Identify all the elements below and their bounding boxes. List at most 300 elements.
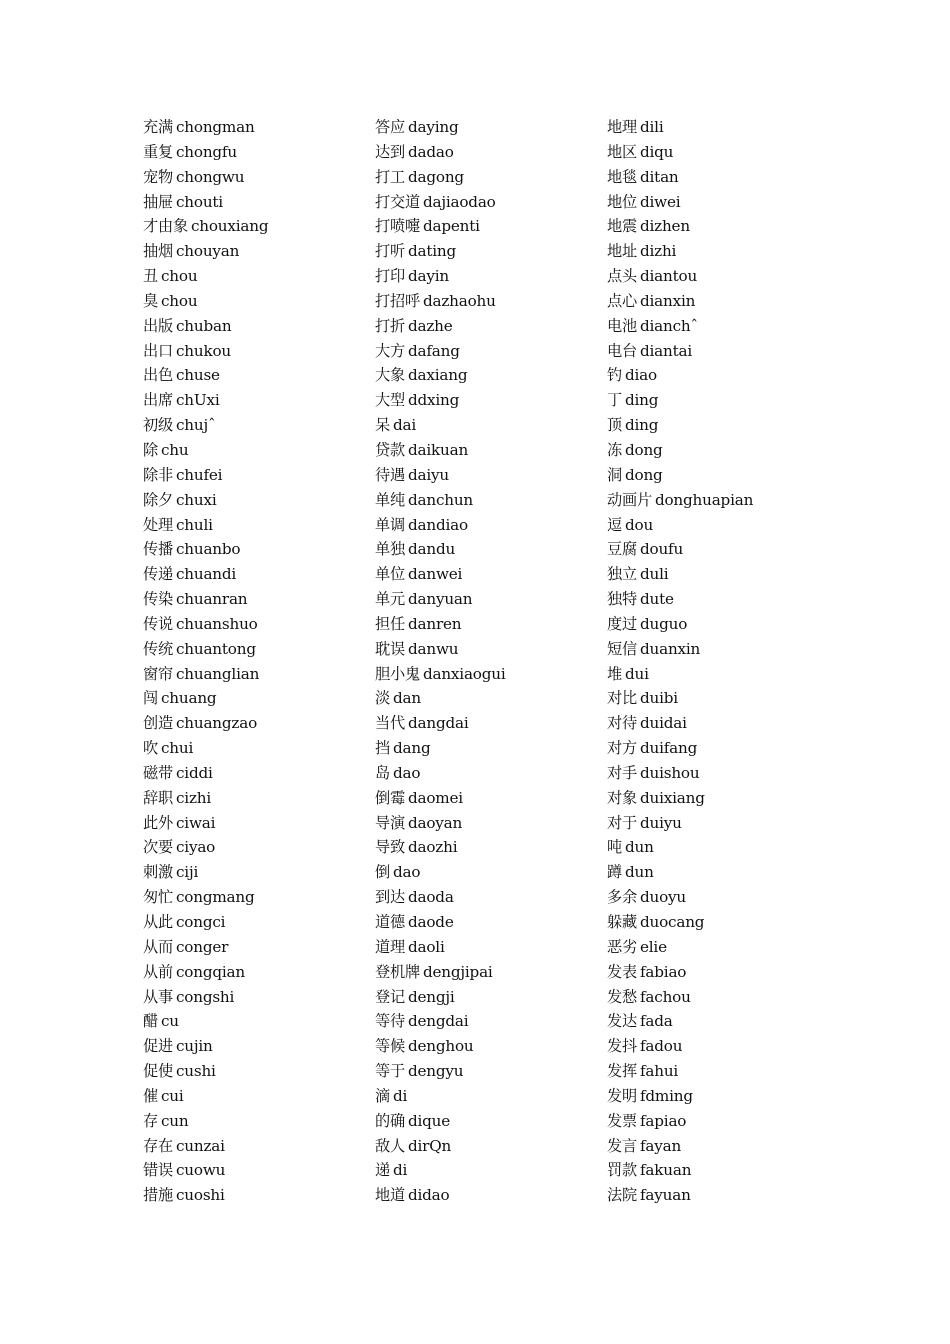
vocab-pinyin: cuowu <box>175 1161 226 1180</box>
vocab-hanzi: 动画片 <box>607 490 652 509</box>
vocab-hanzi: 存 <box>143 1111 158 1130</box>
vocab-entry <box>607 513 867 538</box>
vocab-hanzi: 出席 <box>143 391 173 410</box>
vocab-entry <box>143 1109 368 1134</box>
vocab-hanzi: 传递 <box>143 565 173 584</box>
vocab-entry <box>607 314 867 339</box>
vocab-entry <box>607 736 867 761</box>
vocabulary-column-2 <box>375 115 600 1208</box>
vocab-pinyin: daode <box>407 913 454 931</box>
vocab-entry <box>375 1109 600 1134</box>
vocab-entry <box>607 363 867 388</box>
vocab-entry <box>143 662 368 687</box>
vocab-hanzi: 除非 <box>143 465 173 484</box>
vocab-hanzi: 堆 <box>607 664 622 683</box>
vocab-entry <box>607 885 867 910</box>
vocab-hanzi: 单纯 <box>375 490 405 509</box>
vocab-hanzi: 吨 <box>607 838 622 857</box>
vocab-pinyin: duguo <box>639 614 688 633</box>
vocab-pinyin: dandu <box>407 540 456 559</box>
vocab-pinyin: chuandi <box>175 565 237 584</box>
vocab-hanzi: 等待 <box>375 1012 405 1031</box>
vocab-entry <box>143 339 368 364</box>
vocab-pinyin: cu <box>161 1012 179 1031</box>
vocab-pinyin: fakuan <box>639 1161 692 1180</box>
vocab-pinyin: cujin <box>175 1037 213 1056</box>
vocab-entry <box>143 388 368 413</box>
vocab-hanzi: 单调 <box>375 515 405 534</box>
vocabulary-column-1 <box>143 115 368 1208</box>
vocab-hanzi: 重复 <box>143 142 173 161</box>
vocab-entry <box>375 885 600 910</box>
vocab-hanzi: 胆小鬼 <box>375 664 420 683</box>
vocab-hanzi: 担任 <box>375 614 405 633</box>
vocab-entry <box>143 885 368 910</box>
vocab-hanzi: 打招呼 <box>375 291 420 310</box>
vocab-pinyin: dengyu <box>407 1062 464 1081</box>
vocab-entry <box>607 488 867 513</box>
vocab-pinyin: duiyu <box>639 813 682 832</box>
vocab-pinyin: congci <box>175 913 226 931</box>
vocab-pinyin: dao <box>393 863 421 882</box>
vocab-hanzi: 点心 <box>607 291 637 310</box>
vocab-pinyin: duishou <box>639 763 700 782</box>
vocab-pinyin: fachou <box>639 987 691 1006</box>
vocab-pinyin: dapenti <box>422 217 480 236</box>
vocab-pinyin: chuanran <box>175 590 248 609</box>
vocab-pinyin: didao <box>407 1186 450 1205</box>
vocab-pinyin: duoyu <box>639 888 686 907</box>
vocab-hanzi: 短信 <box>607 639 637 658</box>
vocab-entry <box>607 1158 867 1183</box>
vocab-pinyin: chouyan <box>175 242 240 261</box>
vocab-entry <box>607 960 867 985</box>
vocab-entry <box>143 537 368 562</box>
vocab-entry <box>607 612 867 637</box>
vocab-entry <box>375 1183 600 1208</box>
vocab-hanzi: 出色 <box>143 366 173 385</box>
vocab-pinyin: chongman <box>175 118 255 136</box>
vocab-entry <box>375 1034 600 1059</box>
vocab-entry <box>607 388 867 413</box>
vocab-hanzi: 大象 <box>375 366 405 385</box>
vocab-hanzi: 对待 <box>607 714 637 733</box>
vocab-pinyin: dao <box>393 763 421 782</box>
vocab-hanzi: 点头 <box>607 267 637 286</box>
vocab-hanzi: 初级 <box>143 416 173 435</box>
vocab-pinyin: dangdai <box>407 714 469 733</box>
vocab-hanzi: 从事 <box>143 987 173 1006</box>
vocab-entry <box>607 1109 867 1134</box>
vocab-hanzi: 递 <box>375 1161 390 1180</box>
vocab-pinyin: fahui <box>639 1062 679 1081</box>
vocab-entry <box>143 612 368 637</box>
vocab-entry <box>607 935 867 960</box>
vocab-hanzi: 倒霉 <box>375 788 405 807</box>
vocab-pinyin: daozhi <box>407 838 458 857</box>
vocab-hanzi: 独立 <box>607 565 637 584</box>
vocab-pinyin: chuanbo <box>175 540 241 559</box>
vocab-pinyin: diwei <box>639 192 681 211</box>
vocab-pinyin: chukou <box>175 341 231 360</box>
vocab-entry <box>375 736 600 761</box>
vocab-pinyin: cun <box>161 1111 189 1130</box>
vocab-hanzi: 地位 <box>607 192 637 211</box>
vocab-entry <box>143 587 368 612</box>
vocab-entry <box>143 736 368 761</box>
vocab-hanzi: 电台 <box>607 341 637 360</box>
vocab-pinyin: chuang <box>161 689 217 708</box>
vocab-entry <box>607 1134 867 1159</box>
vocab-pinyin: chou <box>161 291 198 310</box>
vocab-entry <box>375 413 600 438</box>
vocab-entry <box>375 835 600 860</box>
vocab-pinyin: daxiang <box>407 366 468 385</box>
vocab-entry <box>375 637 600 662</box>
vocab-entry <box>375 115 600 140</box>
vocab-hanzi: 答应 <box>375 118 405 136</box>
vocab-entry <box>143 761 368 786</box>
vocab-hanzi: 多余 <box>607 888 637 907</box>
vocab-hanzi: 磁带 <box>143 763 173 782</box>
vocab-entry <box>375 537 600 562</box>
vocab-pinyin: dute <box>639 590 674 609</box>
vocab-entry <box>607 860 867 885</box>
vocab-pinyin: chuantong <box>175 639 256 658</box>
vocab-entry <box>375 513 600 538</box>
vocab-pinyin: ciji <box>175 863 199 882</box>
vocab-pinyin: ding <box>625 391 659 410</box>
vocab-pinyin: chuli <box>175 515 213 534</box>
vocab-pinyin: dong <box>625 465 663 484</box>
vocab-pinyin: dang <box>393 739 431 758</box>
vocab-entry <box>143 1158 368 1183</box>
vocab-hanzi: 地毯 <box>607 167 637 186</box>
vocab-entry <box>375 910 600 935</box>
vocab-hanzi: 此外 <box>143 813 173 832</box>
vocab-entry <box>607 811 867 836</box>
vocab-pinyin: duidai <box>639 714 687 733</box>
vocab-hanzi: 钓 <box>607 366 622 385</box>
vocab-pinyin: daying <box>407 118 459 136</box>
vocab-hanzi: 传说 <box>143 614 173 633</box>
vocab-hanzi: 错误 <box>143 1161 173 1180</box>
vocab-entry <box>607 140 867 165</box>
vocab-pinyin: dagong <box>407 167 464 186</box>
vocab-pinyin: fayuan <box>639 1186 691 1205</box>
vocab-entry <box>375 811 600 836</box>
vocab-pinyin: di <box>393 1161 408 1180</box>
vocab-pinyin: danxiaogui <box>422 664 506 683</box>
vocab-pinyin: denghou <box>407 1037 474 1056</box>
vocab-hanzi: 发挥 <box>607 1062 637 1081</box>
vocab-hanzi: 等于 <box>375 1062 405 1081</box>
vocab-hanzi: 发愁 <box>607 987 637 1006</box>
vocab-pinyin: daoda <box>407 888 454 907</box>
vocab-entry <box>375 438 600 463</box>
vocab-hanzi: 耽误 <box>375 639 405 658</box>
vocab-hanzi: 传染 <box>143 590 173 609</box>
vocab-entry <box>607 761 867 786</box>
vocab-hanzi: 臭 <box>143 291 158 310</box>
vocab-pinyin: diantou <box>639 267 698 286</box>
vocab-pinyin: dizhen <box>639 217 690 236</box>
vocab-hanzi: 道理 <box>375 937 405 956</box>
vocab-pinyin: dong <box>625 440 663 459</box>
vocab-pinyin: ddxing <box>407 391 460 410</box>
vocab-entry <box>607 214 867 239</box>
vocab-pinyin: chuxi <box>175 490 217 509</box>
vocab-pinyin: dique <box>407 1111 451 1130</box>
vocab-pinyin: ciyao <box>175 838 216 857</box>
vocab-hanzi: 淡 <box>375 689 390 708</box>
vocab-hanzi: 充满 <box>143 118 173 136</box>
vocab-pinyin: dizhi <box>639 242 677 261</box>
vocab-hanzi: 除 <box>143 440 158 459</box>
vocab-pinyin: dandiao <box>407 515 468 534</box>
vocab-hanzi: 顶 <box>607 416 622 435</box>
vocab-entry <box>143 711 368 736</box>
vocab-entry <box>143 1034 368 1059</box>
vocab-hanzi: 冻 <box>607 440 622 459</box>
vocab-hanzi: 打听 <box>375 242 405 261</box>
vocab-pinyin: cui <box>161 1086 184 1105</box>
vocab-entry <box>375 686 600 711</box>
vocab-pinyin: dengji <box>407 987 455 1006</box>
vocab-pinyin: daikuan <box>407 440 469 459</box>
vocab-hanzi: 当代 <box>375 714 405 733</box>
vocab-hanzi: 的确 <box>375 1111 405 1130</box>
vocab-pinyin: danyuan <box>407 590 473 609</box>
vocab-hanzi: 逗 <box>607 515 622 534</box>
vocab-entry <box>143 363 368 388</box>
vocab-entry <box>375 960 600 985</box>
vocab-hanzi: 发表 <box>607 962 637 981</box>
vocab-entry <box>607 289 867 314</box>
vocab-hanzi: 抽烟 <box>143 242 173 261</box>
vocab-entry <box>375 190 600 215</box>
vocab-pinyin: dianchˆ <box>639 316 698 335</box>
vocab-pinyin: chu <box>161 440 189 459</box>
vocab-entry <box>607 1084 867 1109</box>
vocab-hanzi: 出口 <box>143 341 173 360</box>
vocab-entry <box>375 711 600 736</box>
vocab-hanzi: 地区 <box>607 142 637 161</box>
vocab-hanzi: 蹲 <box>607 863 622 882</box>
vocab-hanzi: 恶劣 <box>607 937 637 956</box>
vocab-entry <box>143 960 368 985</box>
vocab-hanzi: 对方 <box>607 739 637 758</box>
vocab-hanzi: 登记 <box>375 987 405 1006</box>
vocab-pinyin: chuanglian <box>175 664 260 683</box>
vocab-entry <box>143 637 368 662</box>
vocab-entry <box>375 1134 600 1159</box>
vocab-hanzi: 打交道 <box>375 192 420 211</box>
vocab-pinyin: dui <box>625 664 649 683</box>
vocab-pinyin: dirQn <box>407 1136 452 1155</box>
vocab-entry <box>375 264 600 289</box>
vocab-entry <box>143 413 368 438</box>
vocab-pinyin: danchun <box>407 490 473 509</box>
vocab-entry <box>143 1059 368 1084</box>
vocab-pinyin: fadou <box>639 1037 683 1056</box>
vocab-pinyin: dayin <box>407 267 449 286</box>
vocab-hanzi: 地址 <box>607 242 637 261</box>
vocab-entry <box>143 463 368 488</box>
vocab-entry <box>607 463 867 488</box>
vocab-entry <box>375 786 600 811</box>
vocab-hanzi: 存在 <box>143 1136 173 1155</box>
vocab-entry <box>143 140 368 165</box>
vocab-pinyin: dun <box>625 838 654 857</box>
vocab-entry <box>375 1084 600 1109</box>
vocab-entry <box>143 1009 368 1034</box>
vocab-entry <box>375 562 600 587</box>
vocab-pinyin: dajiaodao <box>422 192 496 211</box>
vocab-pinyin: duocang <box>639 913 705 931</box>
vocab-entry <box>607 686 867 711</box>
vocab-hanzi: 匆忙 <box>143 888 173 907</box>
vocab-hanzi: 打印 <box>375 267 405 286</box>
vocab-hanzi: 挡 <box>375 739 390 758</box>
vocab-hanzi: 处理 <box>143 515 173 534</box>
vocab-hanzi: 从前 <box>143 962 173 981</box>
vocab-hanzi: 对手 <box>607 763 637 782</box>
vocab-hanzi: 打折 <box>375 316 405 335</box>
vocab-hanzi: 单独 <box>375 540 405 559</box>
vocab-entry <box>607 165 867 190</box>
vocab-entry <box>143 190 368 215</box>
vocab-entry <box>375 140 600 165</box>
vocab-entry <box>607 339 867 364</box>
vocab-hanzi: 道德 <box>375 913 405 931</box>
vocab-pinyin: ditan <box>639 167 679 186</box>
vocab-hanzi: 罚款 <box>607 1161 637 1180</box>
vocab-hanzi: 发达 <box>607 1012 637 1031</box>
vocab-hanzi: 岛 <box>375 763 390 782</box>
vocab-hanzi: 创造 <box>143 714 173 733</box>
vocab-pinyin: chuangzao <box>175 714 258 733</box>
vocab-entry <box>143 488 368 513</box>
vocab-entry <box>143 214 368 239</box>
vocab-hanzi: 贷款 <box>375 440 405 459</box>
vocab-entry <box>375 363 600 388</box>
vocab-hanzi: 措施 <box>143 1186 173 1205</box>
vocab-entry <box>607 985 867 1010</box>
vocab-hanzi: 发抖 <box>607 1037 637 1056</box>
vocab-entry <box>143 860 368 885</box>
vocab-entry <box>375 339 600 364</box>
vocab-hanzi: 达到 <box>375 142 405 161</box>
vocab-pinyin: dafang <box>407 341 460 360</box>
vocab-entry <box>375 1059 600 1084</box>
vocab-hanzi: 辞职 <box>143 788 173 807</box>
vocab-pinyin: daomei <box>407 788 463 807</box>
vocab-pinyin: cizhi <box>175 788 211 807</box>
vocab-entry <box>143 438 368 463</box>
vocab-entry <box>375 761 600 786</box>
vocab-entry <box>375 860 600 885</box>
vocab-pinyin: duixiang <box>639 788 705 807</box>
vocab-entry <box>375 985 600 1010</box>
vocab-hanzi: 电池 <box>607 316 637 335</box>
vocab-entry <box>143 115 368 140</box>
vocab-pinyin: chUxi <box>175 391 220 410</box>
vocab-hanzi: 窗帘 <box>143 664 173 683</box>
vocab-hanzi: 地理 <box>607 118 637 136</box>
vocab-entry <box>375 165 600 190</box>
vocab-entry <box>143 1183 368 1208</box>
vocab-entry <box>143 686 368 711</box>
vocab-hanzi: 单位 <box>375 565 405 584</box>
vocab-pinyin: congqian <box>175 962 245 981</box>
vocab-pinyin: doufu <box>639 540 684 559</box>
vocab-entry <box>607 662 867 687</box>
vocab-pinyin: daoli <box>407 937 445 956</box>
vocab-pinyin: diantai <box>639 341 693 360</box>
vocab-pinyin: cuoshi <box>175 1186 225 1205</box>
vocab-pinyin: fayan <box>639 1136 682 1155</box>
vocab-hanzi: 到达 <box>375 888 405 907</box>
vocab-hanzi: 大型 <box>375 391 405 410</box>
vocab-pinyin: ciddi <box>175 763 213 782</box>
vocab-hanzi: 促进 <box>143 1037 173 1056</box>
vocab-pinyin: chouxiang <box>190 217 269 236</box>
vocab-entry <box>143 985 368 1010</box>
vocab-pinyin: daiyu <box>407 465 449 484</box>
vocab-pinyin: chuban <box>175 316 232 335</box>
vocab-entry <box>375 314 600 339</box>
vocab-hanzi: 丁 <box>607 391 622 410</box>
vocab-hanzi: 法院 <box>607 1186 637 1205</box>
vocab-pinyin: danwei <box>407 565 463 584</box>
vocabulary-column-3 <box>607 115 867 1208</box>
vocab-entry <box>143 165 368 190</box>
vocab-pinyin: conger <box>175 937 229 956</box>
vocab-pinyin: fada <box>639 1012 673 1031</box>
vocab-entry <box>143 1134 368 1159</box>
vocab-pinyin: duifang <box>639 739 698 758</box>
vocab-pinyin: chuse <box>175 366 220 385</box>
vocab-entry <box>143 562 368 587</box>
vocab-hanzi: 躲藏 <box>607 913 637 931</box>
vocab-hanzi: 对比 <box>607 689 637 708</box>
vocab-entry <box>607 1059 867 1084</box>
vocab-hanzi: 对于 <box>607 813 637 832</box>
vocab-pinyin: dating <box>407 242 457 261</box>
vocab-hanzi: 独特 <box>607 590 637 609</box>
vocab-hanzi: 才由象 <box>143 217 188 236</box>
vocab-entry <box>607 413 867 438</box>
vocab-hanzi: 除夕 <box>143 490 173 509</box>
vocab-hanzi: 滴 <box>375 1086 390 1105</box>
vocab-entry <box>607 786 867 811</box>
vocab-hanzi: 地震 <box>607 217 637 236</box>
vocab-pinyin: fapiao <box>639 1111 687 1130</box>
vocab-pinyin: duibi <box>639 689 678 708</box>
vocab-entry <box>143 289 368 314</box>
vocab-hanzi: 出版 <box>143 316 173 335</box>
vocab-hanzi: 发票 <box>607 1111 637 1130</box>
vocab-pinyin: elie <box>639 937 667 956</box>
vocab-pinyin: fdming <box>639 1086 693 1105</box>
vocab-hanzi: 洞 <box>607 465 622 484</box>
vocab-hanzi: 豆腐 <box>607 540 637 559</box>
vocab-entry <box>143 786 368 811</box>
vocab-entry <box>375 289 600 314</box>
vocab-pinyin: dou <box>625 515 654 534</box>
vocab-pinyin: diao <box>625 366 657 385</box>
